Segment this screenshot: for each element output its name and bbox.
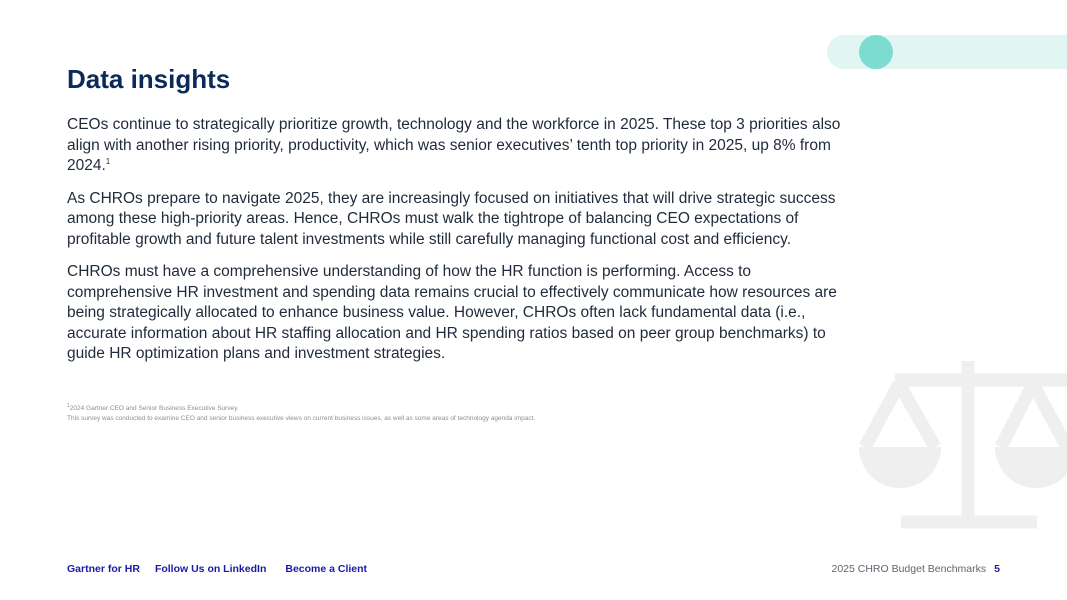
footnote-1 xyxy=(67,404,767,414)
become-client-link[interactable]: Become a Client xyxy=(285,563,368,575)
page-title: Data insights xyxy=(67,64,231,94)
balance-scale-icon xyxy=(855,355,1067,535)
footnote-ref-1: 1 xyxy=(105,156,111,166)
footnote-1-text: 2024 Gartner CEO and Senior Business Executive Survey. xyxy=(69,405,239,412)
document-title: 2025 CHRO Budget Benchmarks xyxy=(831,563,987,575)
gartner-for-hr-link[interactable]: Gartner for HR xyxy=(67,563,140,575)
follow-linkedin-link[interactable]: Follow Us on LinkedIn xyxy=(154,563,267,575)
paragraph-3: CHROs must have a comprehensive understanding of how the HR function is performing. Access to comprehensive HR investment and spending data remains crucial to effectively communicate how resources are being strategically allocated to enhance business value. However, CHROs often lack fundamental data (i.e., accurate information about HR staffing allocation and HR spending ratios based on peer group benchmarks) to guide HR optimization plans and investment strategies. xyxy=(67,263,837,362)
footnotes xyxy=(67,404,767,424)
decorative-dot xyxy=(859,35,893,69)
footnote-1-ref: 1 xyxy=(67,402,70,409)
page-number: 5 xyxy=(994,563,1000,575)
footnote-2: This survey was conducted to examine CEO and senior business executive views on current business issues, as well as some areas of technology agenda impact. xyxy=(67,415,536,422)
paragraph-2: As CHROs prepare to navigate 2025, they are increasingly focused on initiatives that will drive strategic success among these high-priority areas. Hence, CHROs must walk the tightrope of balancing CEO expectations of profitable growth and future talent investments while still carefully managing functional cost and efficiency. xyxy=(67,189,836,248)
body-content xyxy=(67,115,847,377)
paragraph-1 xyxy=(67,115,847,177)
paragraph-1-text: CEOs continue to strategically prioritize growth, technology and the workforce in 2025. These top 3 priorities also align with another rising priority, productivity, which was senior executives’ tenth top priority in 2025, up 8% from 2024. xyxy=(67,116,841,174)
footer-links xyxy=(67,562,382,576)
footer-info xyxy=(831,562,1000,576)
